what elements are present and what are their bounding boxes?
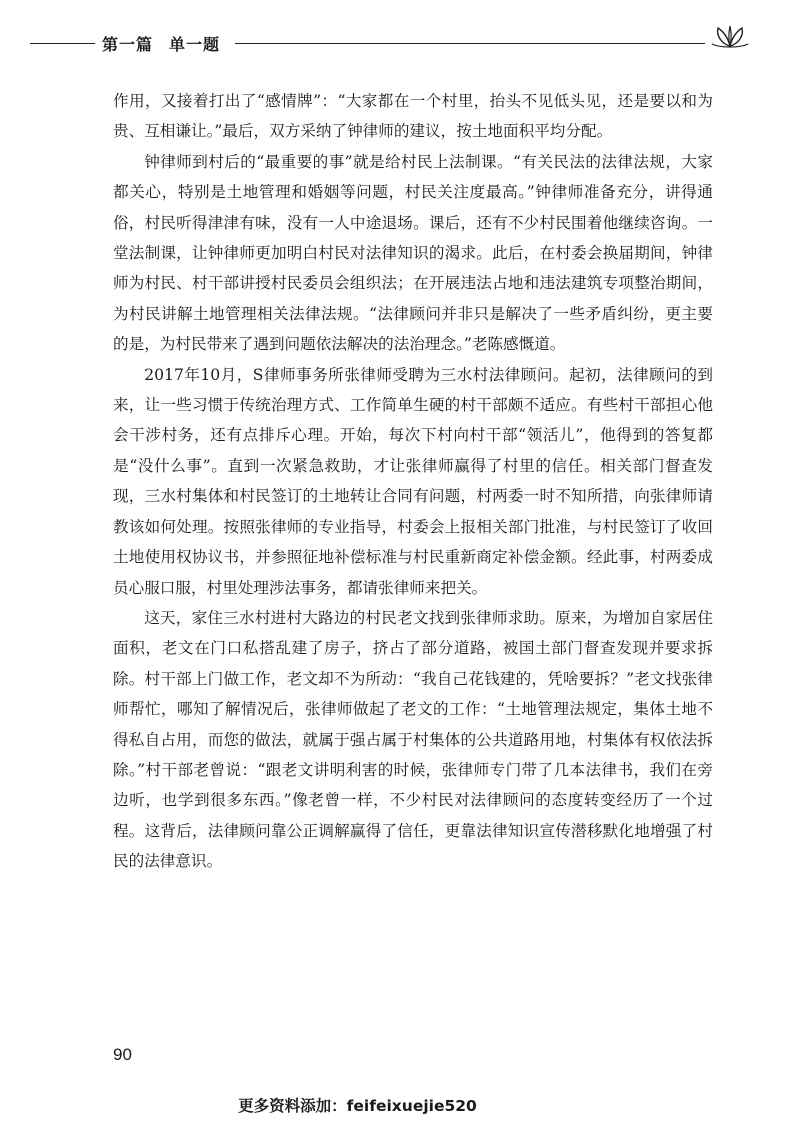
running-header (30, 30, 730, 54)
leaf-ornament-icon (710, 24, 750, 52)
paragraph: 钟律师到村后的“最重要的事”就是给村民上法制课。“有关民法的法律法规，大家都关心，特别是土地管理和婚姻等问题，村民关注度最高。”钟律师准备充分，讲得通俗，村民听得津津有味，没有一人中途退场。课后，还有不少村民围着他继续咨询。一堂法制课，让钟律师更加明白村民对法律知识的渴求。此后，在村委会换届期间，钟律师为村民、村干部讲授村民委员会组织法；在开展违法占地和违法建筑专项整治期间，为村民讲解土地管理相关法律法规。“法律顾问并非只是解决了一些矛盾纠纷，更主要的是，为村民带来了遇到问题依法解决的法治理念。”老陈感慨道。 (113, 152, 713, 354)
paragraph: 这天，家住三水村进村大路边的村民老文找到张律师求助。原来，为增加自家居住面积，老文在门口私搭乱建了房子，挤占了部分道路，被国土部门督查发现并要求拆除。村干部上门做工作，老文却不为所动：“我自己花钱建的，凭啥要拆？”老文找张律师帮忙，哪知了解情况后，张律师做起了老文的工作：“土地管理法规定，集体土地不得私自占用，而您的做法，就属于强占属于村集体的公共道路用地，村集体有权依法拆除。”村干部老曾说：“跟老文讲明利害的时候，张律师专门带了几本法律书，我们在旁边听，也学到很多东西。”像老曾一样，不少村民对法律顾问的态度转变经历了一个过程。这背后，法律顾问靠公正调解赢得了信任，更靠法律知识宣传潜移默化地增强了村民的法律意识。 (113, 608, 713, 871)
article-body (113, 86, 713, 877)
paragraph-continued: 作用，又接着打出了“感情牌”：“大家都在一个村里，抬头不见低头见，还是要以和为贵、互相谦让。”最后，双方采纳了钟律师的建议，按土地面积平均分配。 (113, 92, 713, 141)
header-section: 单一题 (169, 35, 221, 54)
paragraph: 2017年10月，S律师事务所张律师受聘为三水村法律顾问。起初，法律顾问的到来，让一些习惯于传统治理方式、工作简单生硬的村干部颇不适应。有些村干部担心他会干涉村务，还有点排斥心理。开始，每次下村向村干部“领活儿”，他得到的答复都是“没什么事”。直到一次紧急救助，才让张律师赢得了村里的信任。相关部门督查发现，三水村集体和村民签订的土地转让合同有问题，村两委一时不知所措，向张律师请教该如何处理。按照张律师的专业指导，村委会上报相关部门批准，与村民签订了收回土地使用权协议书，并参照征地补偿标准与村民重新商定补偿金额。经此事，村两委成员心服口服，村里处理涉法事务，都请张律师来把关。 (113, 365, 713, 597)
header-title (102, 32, 220, 55)
header-rule-left (30, 43, 95, 44)
page-number: 90 (113, 1045, 132, 1064)
footer-watermark-note: 更多资料添加：feifeixuejie520 (238, 1097, 477, 1115)
header-part: 第一篇 (102, 35, 154, 54)
header-rule-right (235, 43, 705, 44)
